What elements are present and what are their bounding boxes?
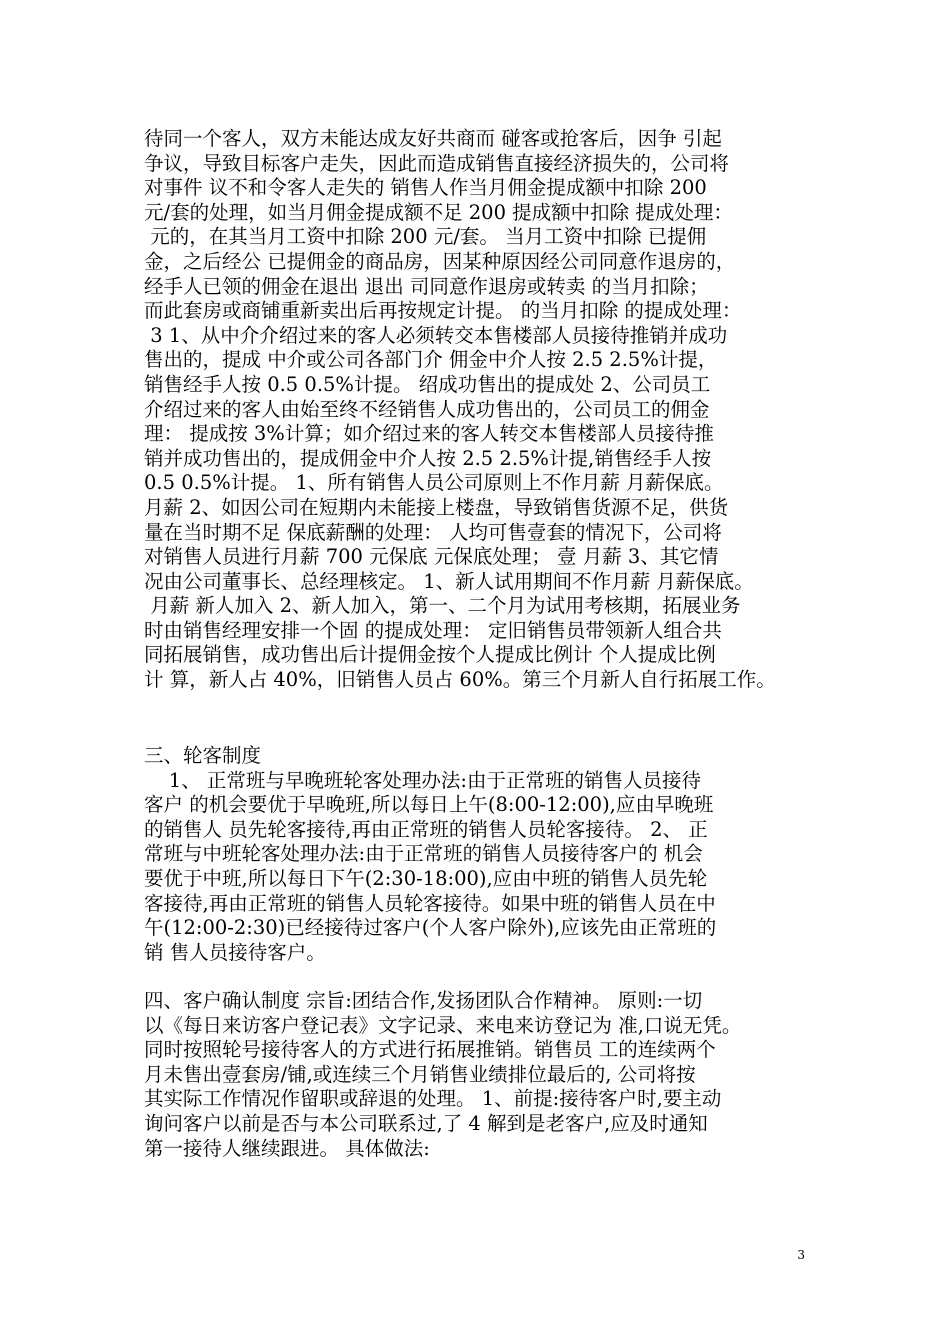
text-line: 计 算，新人占 40%，旧销售人员占 60%。第三个月新人自行拓展工作。 bbox=[144, 668, 776, 692]
text-line: 元的，在其当月工资中扣除 200 元/套。 当月工资中扣除 已提佣 bbox=[144, 225, 707, 249]
text-line: 客户 的机会要优于早晚班,所以每日上午(8:00-12:00),应由早晚班 bbox=[144, 793, 714, 817]
text-line: 介绍过来的客人由始至终不经销售人成功售出的，公司员工的佣金 bbox=[144, 397, 710, 421]
text-line: 金，之后经公 已提佣金的商品房，因某种原因经公司同意作退房的， bbox=[144, 249, 736, 273]
text-line: 客接待,再由正常班的销售人员轮客接待。如果中班的销售人员在中 bbox=[144, 891, 716, 915]
text-line: 销并成功售出的，提成佣金中介人按 2.5 2.5%计提,销售经手人按 bbox=[144, 446, 712, 470]
rotation-system-section bbox=[144, 744, 824, 965]
text-line: 1、 正常班与早晚班轮客处理办法:由于正常班的销售人员接待 bbox=[144, 768, 701, 792]
text-line: 第一接待人继续跟进。 具体做法: bbox=[144, 1136, 430, 1160]
text-line: 的销售人 员先轮客接待,再由正常班的销售人员轮客接待。 2、 正 bbox=[144, 817, 708, 841]
text-line: 争议，导致目标客户走失，因此而造成销售直接经济损失的，公司将 bbox=[144, 151, 730, 175]
text-line: 三、轮客制度 bbox=[144, 744, 262, 767]
text-line: 0.5 0.5%计提。 1、所有销售人员公司原则上不作月薪 月薪保底。 bbox=[144, 471, 724, 495]
text-line: 对销售人员进行月薪 700 元保底 元保底处理； 壹 月薪 3、其它情 bbox=[144, 545, 719, 569]
text-line: 午(12:00-2:30)已经接待过客户(个人客户除外),应该先由正常班的 bbox=[144, 916, 717, 940]
text-line: 量在当时期不足 保底薪酬的处理： 人均可售壹套的情况下，公司将 bbox=[144, 520, 722, 544]
text-line: 对事件 议不和令客人走失的 销售人作当月佣金提成额中扣除 200 bbox=[144, 176, 707, 200]
text-line: 而此套房或商铺重新卖出后再按规定计提。 的当月扣除 的提成处理： bbox=[144, 299, 742, 323]
text-line: 其实际工作情况作留职或辞退的处理。 1、前提:接待客户时,要主动 bbox=[144, 1087, 722, 1111]
text-line: 月薪 新人加入 2、新人加入，第一、二个月为试用考核期，拓展业务 bbox=[144, 594, 741, 618]
text-line: 时由销售经理安排一个固 的提成处理： 定旧销售员带领新人组合共 bbox=[144, 618, 722, 642]
text-line: 理： 提成按 3%计算；如介绍过来的客人转交本售楼部人员接待推 bbox=[144, 422, 714, 446]
text-line: 月薪 2、如因公司在短期内未能接上楼盘，导致销售货源不足，供货 bbox=[144, 495, 729, 519]
text-line: 待同一个客人，双方未能达成友好共商而 碰客或抢客后，因争 引起 bbox=[144, 127, 722, 150]
text-line: 要优于中班,所以每日下午(2:30-18:00),应由中班的销售人员先轮 bbox=[144, 866, 708, 890]
text-line: 况由公司董事长、总经理核定。 1、新人试用期间不作月薪 月薪保底。 bbox=[144, 569, 754, 593]
text-line: 同拓展销售，成功售出后计提佣金按个人提成比例计 个人提成比例 bbox=[144, 643, 716, 667]
customer-confirmation-section bbox=[144, 989, 824, 1161]
text-line: 销售经手人按 0.5 0.5%计提。 绍成功售出的提成处 2、公司员工 bbox=[144, 372, 711, 396]
text-line: 3 1、从中介介绍过来的客人必须转交本售楼部人员接待推销并成功 bbox=[144, 323, 728, 347]
commission-section bbox=[144, 127, 824, 693]
text-line: 询问客户以前是否与本公司联系过,了 4 解到是老客户,应及时通知 bbox=[144, 1111, 708, 1135]
text-line: 同时按照轮号接待客人的方式进行拓展推销。销售员 工的连续两个 bbox=[144, 1038, 716, 1062]
text-line: 经手人已领的佣金在退出 退出 司同意作退房或转卖 的当月扣除； bbox=[144, 274, 709, 298]
text-line: 以《每日来访客户登记表》文字记录、来电来访登记为 准,口说无凭。 bbox=[144, 1013, 742, 1037]
text-line: 四、客户确认制度 宗旨:团结合作,发扬团队合作精神。 原则:一切 bbox=[144, 989, 703, 1012]
text-line: 销 售人员接待客户。 bbox=[144, 940, 326, 964]
text-line: 售出的，提成 中介或公司各部门介 佣金中介人按 2.5 2.5%计提， bbox=[144, 348, 718, 372]
text-line: 元/套的处理，如当月佣金提成额不足 200 提成额中扣除 提成处理： bbox=[144, 200, 733, 224]
text-line: 月未售出壹套房/铺,或连续三个月销售业绩排位最后的, 公司将按 bbox=[144, 1062, 696, 1086]
text-line: 常班与中班轮客处理办法:由于正常班的销售人员接待客户的 机会 bbox=[144, 842, 703, 866]
page-number: 3 bbox=[797, 1248, 805, 1262]
